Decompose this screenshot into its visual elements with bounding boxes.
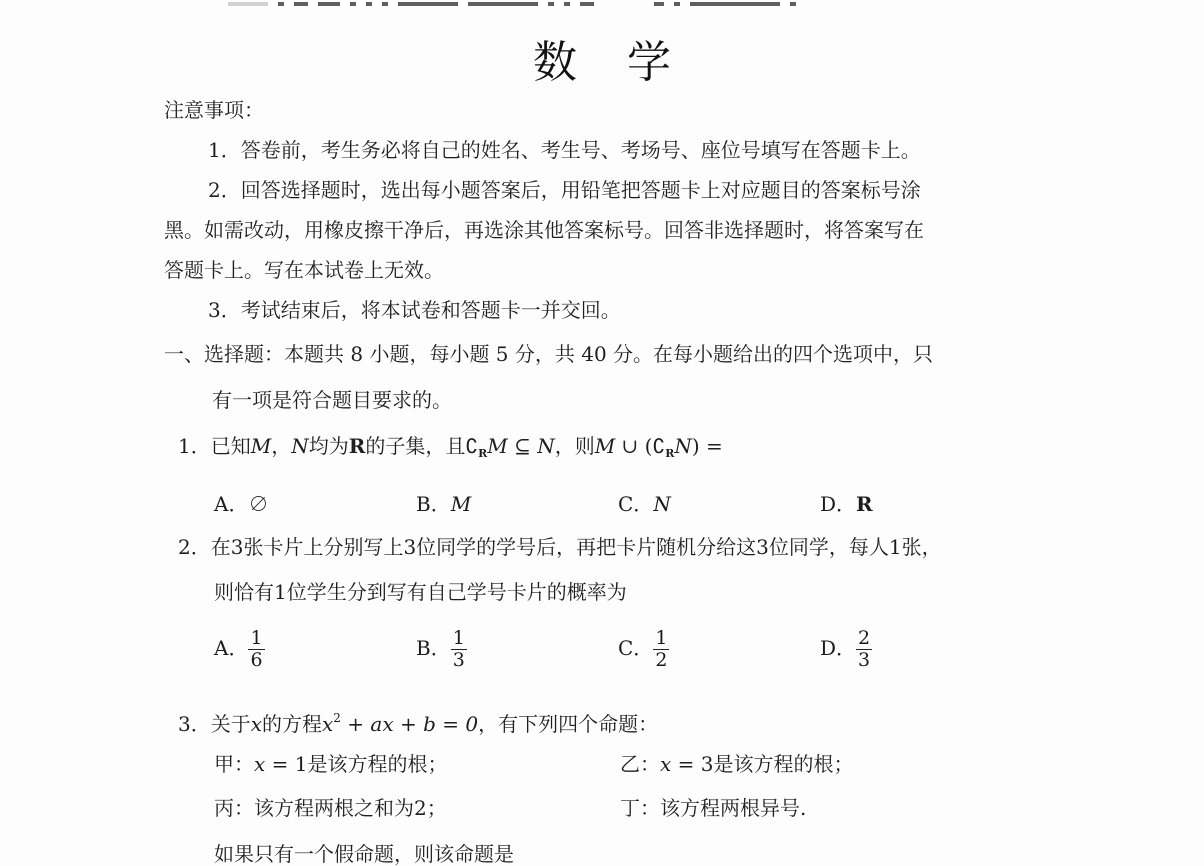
option-label: C． [618, 636, 654, 660]
notice-heading: 注意事项： [164, 98, 264, 122]
notice-item-1: 1．答卷前，考生务必将自己的姓名、考生号、考场号、座位号填写在答题卡上。 [208, 138, 921, 162]
page-title: 数学 [533, 37, 721, 88]
text: 已知 [210, 434, 251, 458]
proposition-ding [620, 796, 806, 820]
fraction [653, 628, 669, 671]
numerator: 2 [858, 627, 871, 649]
math-var: M [594, 434, 616, 458]
option-value: R [856, 492, 873, 516]
q1-option-c [618, 488, 671, 517]
math-var: N [674, 434, 692, 458]
option-label: B． [416, 492, 451, 516]
text: 均为 [308, 434, 349, 458]
complement-symbol: ∁ [652, 434, 666, 458]
proposition-yi [620, 752, 853, 776]
superscript: 2 [333, 711, 341, 725]
denominator: 3 [452, 649, 465, 671]
text: ) = [691, 434, 723, 458]
text: ， [271, 434, 292, 458]
fraction [451, 628, 467, 671]
text: 关于 [210, 712, 251, 736]
denominator: 6 [250, 649, 263, 671]
proposition-label: 丙： [214, 796, 254, 820]
question-2-stem [178, 535, 942, 559]
fraction [856, 628, 872, 671]
option-value: N [653, 492, 671, 516]
proposition-label: 丁： [620, 796, 660, 820]
complement-symbol: ∁ [465, 434, 479, 458]
union-symbol: ∪ ( [615, 434, 653, 458]
question-3-trailing: 如果只有一个假命题，则该命题是 [214, 842, 514, 866]
q2-option-d [820, 628, 872, 671]
section-heading-cont: 有一项是符合题目要求的。 [212, 388, 452, 412]
text: ，则 [554, 434, 595, 458]
option-value: ∅ [248, 492, 269, 516]
math-var: x [254, 752, 266, 776]
option-label: A． [214, 492, 249, 516]
proposition-label: 甲： [214, 752, 254, 776]
question-number: 1． [178, 434, 211, 458]
q1-option-d [820, 488, 873, 517]
option-label: D． [820, 636, 857, 660]
option-value: M [450, 492, 472, 516]
q1-option-a [214, 488, 268, 517]
text: 是该方程的根； [307, 752, 448, 776]
notice-item-2-cont: 黑。如需改动，用橡皮擦干净后，再选涂其他答案标号。回答非选择题时，将答案写在 [164, 218, 924, 242]
math-var: x [322, 712, 334, 736]
question-3-stem [178, 706, 658, 736]
numerator: 1 [452, 627, 465, 649]
option-label: A． [214, 636, 249, 660]
text: 该方程两根之和为2； [254, 796, 447, 820]
q2-option-a [214, 628, 265, 671]
math-var: M [250, 434, 272, 458]
text: 的方程 [262, 712, 323, 736]
math-var: N [291, 434, 309, 458]
subset-symbol: ⊆ [507, 434, 538, 458]
notice-item-2-cont2: 答题卡上。写在本试卷上无效。 [164, 258, 444, 282]
q2-option-c [618, 628, 669, 671]
text: = 3 [671, 752, 714, 776]
text: 在3张卡片上分别写上3位同学的学号后，再把卡片随机分给这3位同学，每人1张， [210, 535, 942, 559]
question-1-stem [178, 434, 723, 466]
text: 是该方程的根； [713, 752, 854, 776]
math-var: N [537, 434, 555, 458]
option-label: C． [618, 492, 654, 516]
clipped-header-line [228, 0, 968, 8]
question-number: 2． [178, 535, 211, 559]
text: 该方程两根异号. [660, 796, 807, 820]
proposition-jia [214, 752, 447, 776]
text: = 1 [265, 752, 308, 776]
option-label: D． [820, 492, 857, 516]
denominator: 3 [858, 649, 871, 671]
equation: + ax + b = 0 [340, 712, 479, 736]
proposition-label: 乙： [620, 752, 660, 776]
question-number: 3． [178, 712, 211, 736]
proposition-bing [214, 796, 447, 820]
numerator: 1 [250, 627, 263, 649]
text: 的子集，且 [365, 434, 466, 458]
subscript: R [665, 447, 675, 460]
q1-option-b [416, 488, 471, 517]
math-var: x [660, 752, 672, 776]
denominator: 2 [655, 649, 668, 671]
math-set-R: R [348, 434, 366, 458]
notice-item-2: 2．回答选择题时，选出每小题答案后，用铅笔把答题卡上对应题目的答案标号涂 [208, 178, 921, 202]
q2-option-b [416, 628, 467, 671]
notice-item-3: 3．考试结束后，将本试卷和答题卡一并交回。 [208, 298, 621, 322]
question-2-stem-cont: 则恰有1位学生分到写有自己学号卡片的概率为 [214, 580, 627, 604]
subscript: R [478, 447, 488, 460]
numerator: 1 [655, 627, 668, 649]
option-label: B． [416, 636, 451, 660]
fraction [248, 628, 264, 671]
text: ，有下列四个命题： [478, 712, 659, 736]
math-var: x [250, 712, 263, 736]
math-var: M [487, 434, 508, 458]
section-heading: 一、选择题：本题共 8 小题，每小题 5 分，共 40 分。在每小题给出的四个选项中，只 [164, 342, 934, 366]
